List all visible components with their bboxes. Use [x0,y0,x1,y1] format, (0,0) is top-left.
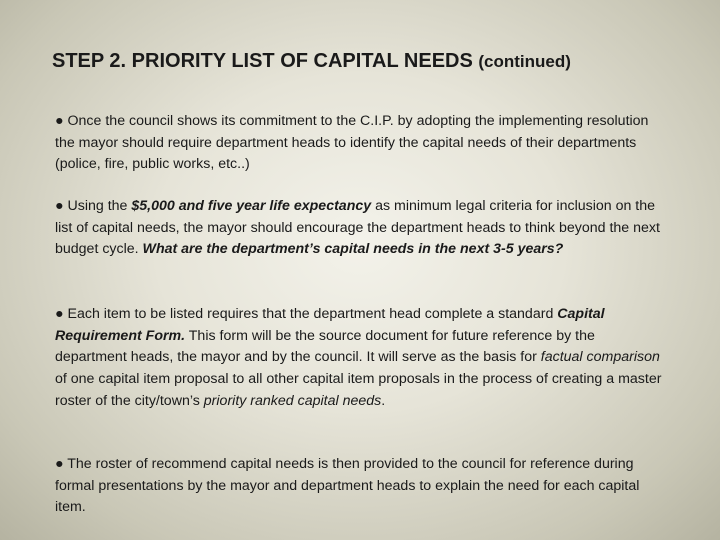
text-segment: $5,000 and five year life expectancy [131,198,372,214]
text-segment: What are the department’s capital needs in the next 3-5 years? [142,241,564,258]
text-segment: as minimum legal criteria for inclusion on the list of capital needs, the mayor should encourage the department heads to think beyond the next budget cycle. [55,198,660,258]
bullet-paragraph-roster [55,454,663,519]
title-sub: (continued) [478,52,571,71]
text-segment: ● Each item to be listed requires that the department head complete a standard [55,306,558,322]
text-segment: ● Once the council shows its commitment to the C.I.P. by adopting the implementing resolution the mayor should require department heads to identify the capital needs of their departments (police, fire, public works, etc..) [55,113,649,173]
title-main: STEP 2. PRIORITY LIST OF CAPITAL NEEDS [52,50,479,72]
text-segment: factual comparison [540,349,660,366]
text-segment: priority ranked capital needs [203,392,382,409]
text-segment: Capital Requirement Form. [55,306,605,344]
text-segment: ● The roster of recommend capital needs is then provided to the council for reference during formal presentations by the mayor and department heads to explain the need for each capital item. [55,456,640,516]
bullet-paragraph-requirement-form [55,304,663,413]
text-segment: . [381,392,386,409]
page-title [52,50,692,73]
text-segment: ● Using the [55,198,132,214]
bullet-paragraph-criteria [55,196,663,261]
text-segment: This form will be the source document for future reference by the department heads, the mayor and by the council. It will serve as the basis for [55,327,595,366]
text-segment: of one capital item proposal to all other capital item proposals in the process of creating a master roster of the city/town’s [55,371,662,409]
bullet-paragraph-commitment [55,111,663,176]
